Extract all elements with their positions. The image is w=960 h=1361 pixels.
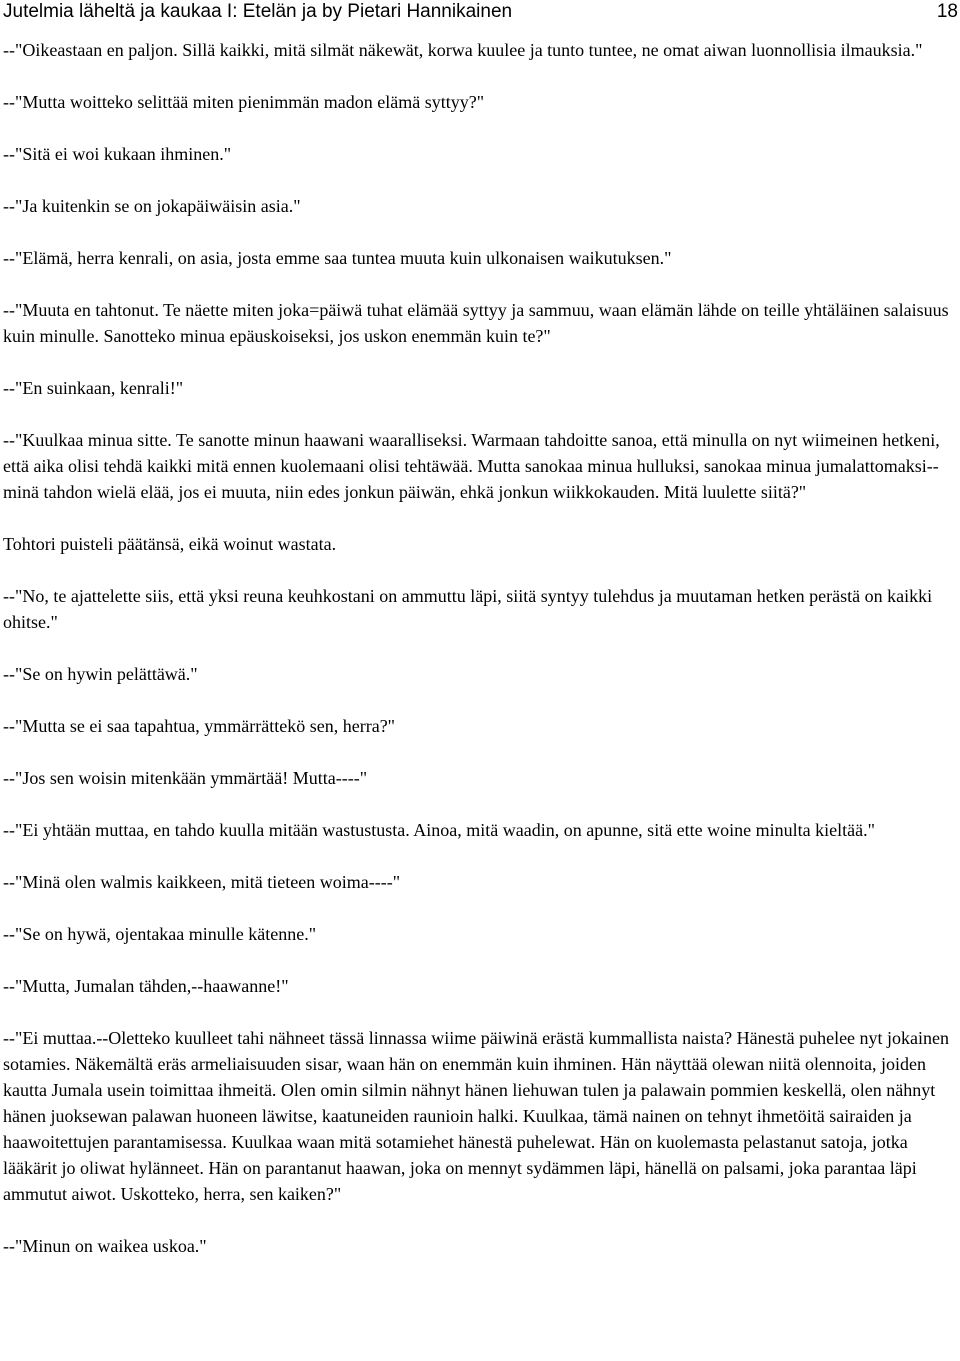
paragraph: --"Se on hywä, ojentakaa minulle kätenne." [3,924,317,944]
page-number: 18 [936,1,958,22]
paragraph: Tohtori puisteli päätänsä, eikä woinut wastata. [3,534,337,554]
paragraph: --"Ja kuitenkin se on jokapäiwäisin asia." [3,196,301,216]
paragraph: --"Minun on waikea uskoa." [3,1236,207,1256]
page-header [3,0,958,26]
paragraph: --"Elämä, herra kenrali, on asia, josta emme saa tuntea muuta kuin ulkonaisen waikutuksen." [3,248,672,268]
document-body [3,37,958,1285]
paragraph: --"Kuulkaa minua sitte. Te sanotte minun haawani waaralliseksi. Warmaan tahdoitte sanoa, että minulla on nyt wiimeinen hetkeni, että aika olisi tehdä kaikki mitä ennen kuolemaani olisi tehtäwää. Mutta sanokaa minua hulluksi, sanokaa minua jumalattomaksi--minä tahdon wielä elää, jos ei muuta, niin edes jonkun päiwän, ehkä jonkun wiikkokauden. Mitä luulette siitä?" [3,430,940,502]
paragraph: --"En suinkaan, kenrali!" [3,378,184,398]
paragraph: --"Mutta se ei saa tapahtua, ymmärrättekö sen, herra?" [3,716,396,736]
paragraph: --"Ei muttaa.--Oletteko kuulleet tahi nähneet tässä linnassa wiime päiwinä erästä kummallista naista? Hänestä puhelee nyt jokainen sotamies. Näkemältä eräs armeliaisuuden sisar, waan hän on enemmän kuin ihminen. Hän näyttää olewan niitä olennoita, joiden kautta Jumala usein toimittaa ihmeitä. Olen omin silmin nähnyt hänen liehuwan tulen ja palawain pommien keskellä, olen nähnyt hänen juoksewan palawan huoneen läwitse, kaatuneiden raunioin halki. Kuulkaa, tämä nainen on tehnyt ihmetöitä sairaiden ja haawoitettujen parantamisessa. Kuulkaa waan mitä sotamiehet hänestä puhelewat. Hän on kuolemasta pelastanut satoja, jotka lääkärit jo oliwat hylänneet. Hän on parantanut haawan, joka on mennyt sydämmen läpi, hänellä on palsami, joka parantaa läpi ammutut aiwot. Uskotteko, herra, sen kaiken?" [3,1028,950,1204]
paragraph: --"Oikeastaan en paljon. Sillä kaikki, mitä silmät näkewät, korwa kuulee ja tunto tuntee, ne omat aiwan luonnollisia ilmauksia." [3,40,923,60]
paragraph: --"No, te ajattelette siis, että yksi reuna keuhkostani on ammuttu läpi, siitä syntyy tulehdus ja muutaman hetken perästä on kaikki ohitse." [3,586,933,632]
paragraph: --"Muuta en tahtonut. Te näette miten joka=päiwä tuhat elämää syttyy ja sammuu, waan elämän lähde on teille yhtäläinen salaisuus kuin minulle. Sanotteko minua epäuskoiseksi, jos uskon enemmän kuin te?" [3,300,949,346]
paragraph: --"Se on hywin pelättäwä." [3,664,198,684]
paragraph: --"Jos sen woisin mitenkään ymmärtää! Mutta----" [3,768,368,788]
paragraph: --"Ei yhtään muttaa, en tahdo kuulla mitään wastustusta. Ainoa, mitä waadin, on apunne, sitä ette woine minulta kieltää." [3,820,875,840]
paragraph: --"Minä olen walmis kaikkeen, mitä tieteen woima----" [3,872,401,892]
paragraph: --"Sitä ei woi kukaan ihminen." [3,144,232,164]
paragraph: --"Mutta woitteko selittää miten pienimmän madon elämä syttyy?" [3,92,485,112]
document-title: Jutelmia läheltä ja kaukaa I: Etelän ja by Pietari Hannikainen [3,1,513,22]
paragraph: --"Mutta, Jumalan tähden,--haawanne!" [3,976,289,996]
